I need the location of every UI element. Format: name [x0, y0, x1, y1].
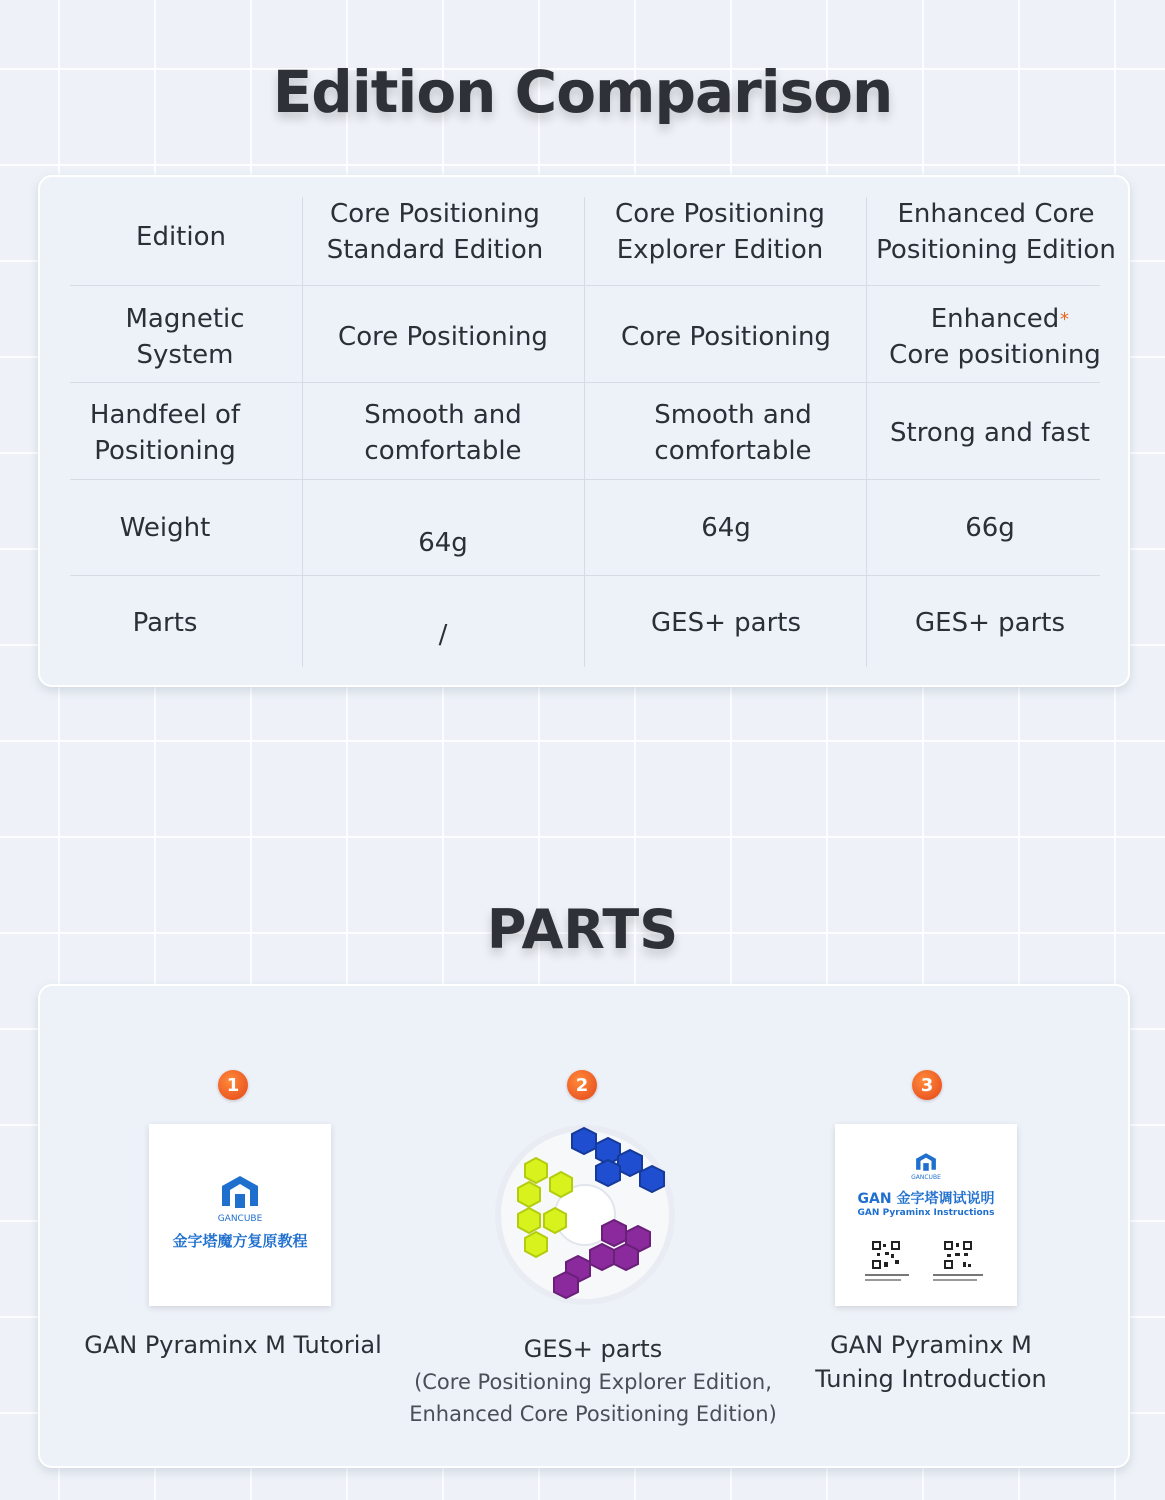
- column-divider: [584, 197, 585, 667]
- gan-logo-icon: [220, 1174, 260, 1210]
- row-divider: [70, 575, 1100, 576]
- row-divider: [70, 479, 1100, 480]
- qr-code-icon: [943, 1240, 973, 1270]
- column-divider: [302, 197, 303, 667]
- row-divider: [70, 285, 1100, 286]
- tuning-card: [835, 1124, 1017, 1306]
- ges-parts-caption-editions: (Core Positioning Explorer Edition, Enhanced Core Positioning Edition): [409, 1370, 777, 1426]
- comparison-table: [38, 175, 1130, 687]
- header-enhanced-edition: Enhanced Core Positioning Edition: [876, 199, 1116, 265]
- tutorial-card-title: 金字塔魔方复原教程: [172, 1232, 308, 1250]
- tutorial-caption: GAN Pyraminx M Tutorial: [84, 1331, 382, 1359]
- row-divider: [70, 382, 1100, 383]
- header-standard-edition: Core Positioning Standard Edition: [326, 199, 544, 265]
- ges-parts-caption: [400, 1332, 786, 1430]
- cell-handfeel-enhanced: Strong and fast: [890, 418, 1090, 448]
- cell-magnetic-enhanced: Enhanced Core positioning *: [889, 304, 1101, 370]
- fine-print: [933, 1279, 977, 1281]
- header-explorer-edition: Core Positioning Explorer Edition: [615, 199, 825, 265]
- row-label-parts: Parts: [132, 608, 198, 638]
- row-label-magnetic-system: Magnetic System: [125, 304, 245, 370]
- cell-weight-explorer: 64g: [701, 513, 751, 543]
- cell-parts-enhanced: GES+ parts: [915, 608, 1065, 638]
- qr-code-icon: [871, 1240, 901, 1270]
- row-label-handfeel: Handfeel of Positioning: [89, 400, 241, 466]
- cell-handfeel-explorer: Smooth and comfortable: [654, 400, 812, 466]
- gan-logo-icon: [915, 1152, 937, 1172]
- cell-weight-enhanced: 66g: [965, 513, 1015, 543]
- part-number-badge: 1: [218, 1070, 248, 1100]
- parts-panel: [38, 984, 1130, 1468]
- cell-parts-explorer: GES+ parts: [651, 608, 801, 638]
- cell-magnetic-standard: Core Positioning: [338, 322, 548, 352]
- parts-title: PARTS: [486, 898, 679, 961]
- cell-magnetic-explorer: Core Positioning: [621, 322, 831, 352]
- comparison-title: Edition Comparison: [272, 58, 893, 126]
- cell-parts-standard: /: [438, 620, 448, 650]
- tuning-card-title: GAN 金字塔调试说明: [857, 1191, 995, 1207]
- cell-handfeel-standard: Smooth and comfortable: [364, 400, 522, 466]
- row-label-weight: Weight: [119, 513, 211, 543]
- fine-print: [933, 1274, 983, 1276]
- column-divider: [866, 197, 867, 667]
- part-number-badge: 3: [912, 1070, 942, 1100]
- ges-parts-image: [492, 1122, 678, 1308]
- tuning-caption: GAN Pyraminx M Tuning Introduction: [815, 1331, 1047, 1393]
- fine-print: [865, 1279, 901, 1281]
- brand-label: GANCUBE: [217, 1214, 263, 1224]
- header-edition: Edition: [136, 222, 226, 252]
- brand-label: GANCUBE: [911, 1174, 941, 1181]
- fine-print: [865, 1274, 909, 1276]
- tutorial-card: [149, 1124, 331, 1306]
- ges-parts-caption-title: GES+ parts: [523, 1335, 663, 1363]
- tuning-card-subtitle: GAN Pyraminx Instructions: [857, 1208, 995, 1218]
- highlight-star-icon: *: [1060, 309, 1069, 330]
- part-number-badge: 2: [567, 1070, 597, 1100]
- cell-weight-standard: 64g: [418, 528, 468, 558]
